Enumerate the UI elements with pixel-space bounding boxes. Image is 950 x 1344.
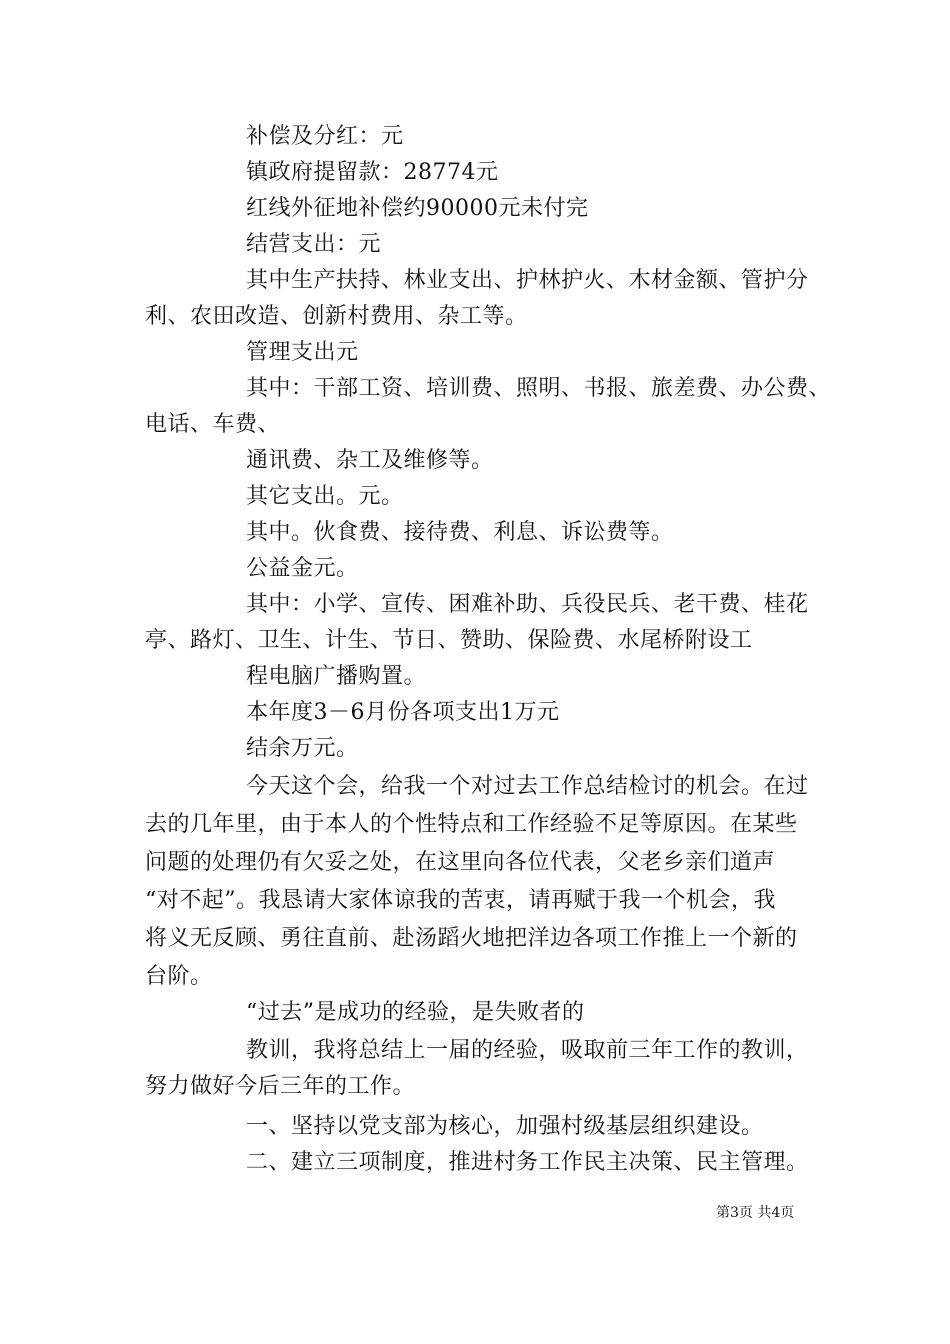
text-line: 红线外征地补偿约90000元未付完	[246, 196, 589, 221]
text-line: 补偿及分红：元	[246, 124, 404, 149]
text-line: 镇政府提留款：28774元	[246, 160, 499, 185]
text-line: “对不起”。我恳请大家体谅我的苦衷，请再赋于我一个机会，我	[145, 888, 776, 913]
text-line: 今天这个会，给我一个对过去工作总结检讨的机会。在过	[246, 774, 809, 799]
text-line: 电话、车费、	[145, 412, 281, 437]
text-line: 其中。伙食费、接待费、利息、诉讼费等。	[246, 520, 674, 545]
text-line: 台阶。	[145, 964, 213, 989]
text-line: 本年度3－6月份各项支出1万元	[246, 700, 560, 725]
text-line: 程电脑广播购置。	[246, 664, 427, 689]
text-line: 通讯费、杂工及维修等。	[246, 448, 494, 473]
text-line: 管理支出元	[246, 340, 359, 365]
text-line: 其它支出。元。	[246, 484, 404, 509]
text-line: 利、农田改造、创新村费用、杂工等。	[145, 304, 528, 329]
page-number: 第3页 共4页	[716, 1205, 795, 1221]
text-line: 其中：干部工资、培训费、照明、书报、旅差费、办公费、	[246, 376, 832, 401]
text-line: 二、建立三项制度，推进村务工作民主决策、民主管理。	[246, 1150, 809, 1175]
text-line: 教训，我将总结上一届的经验，吸取前三年工作的教训，	[246, 1038, 809, 1063]
text-line: 问题的处理仍有欠妥之处，在这里向各位代表，父老乡亲们道声	[145, 850, 776, 875]
text-line: 其中：小学、宣传、困难补助、兵役民兵、老干费、桂花	[246, 592, 809, 617]
text-line: 结营支出：元	[246, 232, 382, 257]
text-line: 其中生产扶持、林业支出、护林护火、木材金额、管护分	[246, 268, 809, 293]
text-line: 将义无反顾、勇往直前、赴汤蹈火地把洋边各项工作推上一个新的	[145, 926, 798, 951]
text-line: 公益金元。	[246, 556, 359, 581]
text-line: 亭、路灯、卫生、计生、节日、赞助、保险费、水尾桥附设工	[145, 628, 753, 653]
text-line: “过去”是成功的经验，是失败者的	[246, 1000, 585, 1025]
text-line: 一、坚持以党支部为核心，加强村级基层组织建设。	[246, 1114, 764, 1139]
text-line: 努力做好今后三年的工作。	[145, 1074, 416, 1099]
text-line: 去的几年里，由于本人的个性特点和工作经验不足等原因。在某些	[145, 812, 798, 837]
text-line: 结余万元。	[246, 736, 359, 761]
